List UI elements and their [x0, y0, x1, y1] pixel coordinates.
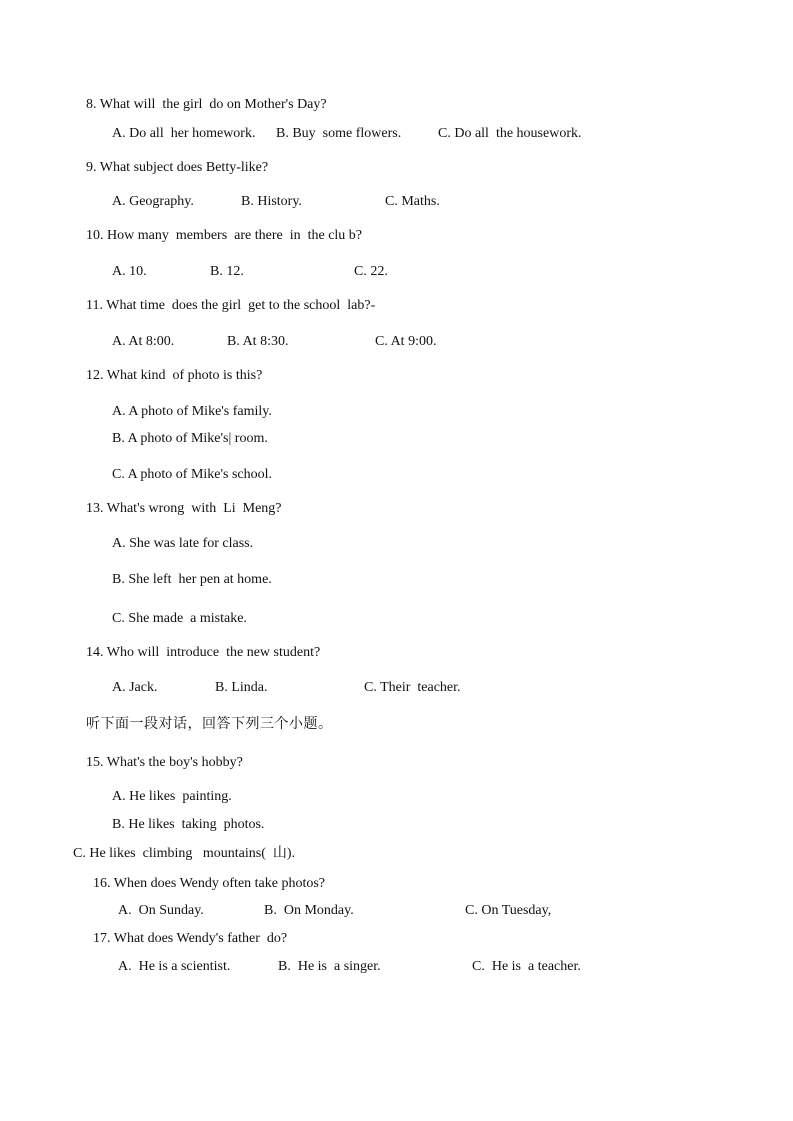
q9-option-c: C. Maths. [385, 194, 440, 209]
q13-option-b: B. She left her pen at home. [112, 572, 272, 587]
q13-option-a: A. She was late for class. [112, 536, 254, 551]
question-16: 16. When does Wendy often take photos? [93, 876, 326, 891]
q16-option-a: A. On Sunday. [118, 903, 204, 918]
q10-option-b: B. 12. [210, 264, 244, 279]
question-9: 9. What subject does Betty-like? [86, 160, 269, 175]
q11-option-b: B. At 8:30. [227, 334, 289, 349]
q12-option-b: B. A photo of Mike's| room. [112, 431, 268, 446]
question-10: 10. How many members are there in the clu b? [86, 228, 363, 243]
q11-option-a: A. At 8:00. [112, 334, 175, 349]
q10-option-c: C. 22. [354, 264, 388, 279]
q13-option-c: C. She made a mistake. [112, 611, 247, 626]
question-11: 11. What time does the girl get to the school lab?- [86, 298, 376, 313]
q15-option-b: B. He likes taking photos. [112, 817, 265, 832]
question-14: 14. Who will introduce the new student? [86, 645, 321, 660]
question-12: 12. What kind of photo is this? [86, 368, 263, 383]
question-8: 8. What will the girl do on Mother's Day? [86, 97, 327, 112]
q14-option-a: A. Jack. [112, 680, 158, 695]
question-17: 17. What does Wendy's father do? [93, 931, 288, 946]
question-13: 13. What's wrong with Li Meng? [86, 501, 282, 516]
q17-option-b: B. He is a singer. [278, 959, 381, 974]
q9-option-b: B. History. [241, 194, 302, 209]
q8-option-c: C. Do all the housework. [438, 126, 582, 141]
q10-option-a: A. 10. [112, 264, 147, 279]
q12-option-a: A. A photo of Mike's family. [112, 404, 272, 419]
q8-option-b: B. Buy some flowers. [276, 126, 402, 141]
q14-option-c: C. Their teacher. [364, 680, 461, 695]
q17-option-a: A. He is a scientist. [118, 959, 231, 974]
q17-option-c: C. He is a teacher. [472, 959, 581, 974]
q8-option-a: A. Do all her homework. [112, 126, 256, 141]
q16-option-c: C. On Tuesday, [465, 903, 552, 918]
q14-option-b: B. Linda. [215, 680, 268, 695]
q12-option-c: C. A photo of Mike's school. [112, 467, 273, 482]
q11-option-c: C. At 9:00. [375, 334, 437, 349]
question-15: 15. What's the boy's hobby? [86, 755, 243, 770]
q9-option-a: A. Geography. [112, 194, 194, 209]
q16-option-b: B. On Monday. [264, 903, 354, 918]
q15-option-a: A. He likes painting. [112, 789, 232, 804]
q15-option-c: C. He likes climbing mountains( 山). [73, 846, 296, 861]
section-instruction: 听下面一段对话，回答下列三个小题。 [86, 716, 333, 732]
